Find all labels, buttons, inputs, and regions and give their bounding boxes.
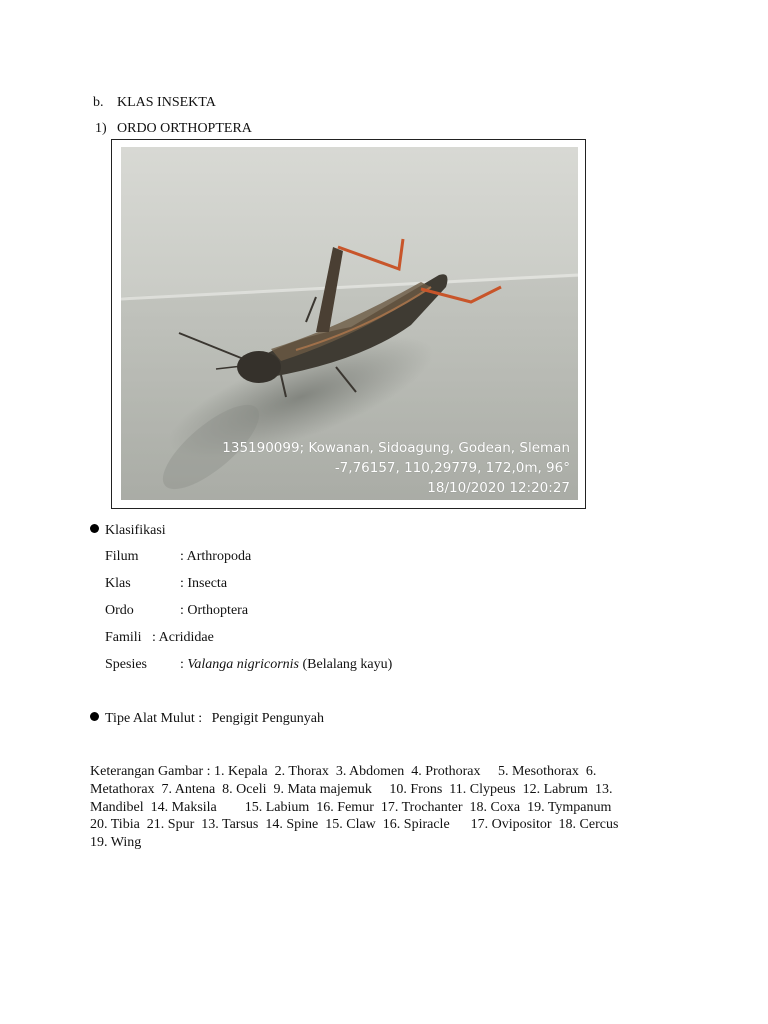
keterangan-line-4: 20. Tibia 21. Spur 13. Tarsus 14. Spine 15. Claw 16. Spiracle 17. Ovipositor 18. Cercus bbox=[90, 817, 619, 833]
spesies-value bbox=[180, 657, 392, 673]
grasshopper-photo-frame bbox=[111, 139, 586, 509]
heading-1-marker: 1) bbox=[95, 121, 107, 136]
bullet-icon bbox=[90, 712, 99, 721]
mulut-line bbox=[90, 711, 324, 727]
filum-value: : Arthropoda bbox=[180, 549, 252, 564]
klas-value: : Insecta bbox=[180, 576, 228, 591]
photo-stamp-location: 135190099; Kowanan, Sidoagung, Godean, Sleman bbox=[222, 440, 570, 456]
heading-1-text: ORDO ORTHOPTERA bbox=[117, 121, 252, 136]
heading-1 bbox=[95, 121, 252, 137]
spesies-prefix: : bbox=[180, 657, 188, 672]
keterangan-gambar bbox=[90, 763, 665, 852]
filum-label: Filum bbox=[105, 549, 139, 564]
heading-b-text: KLAS INSEKTA bbox=[117, 95, 216, 110]
ordo-label: Ordo bbox=[105, 603, 134, 618]
klasifikasi-heading bbox=[90, 523, 166, 539]
heading-b bbox=[93, 95, 216, 111]
keterangan-line-5: 19. Wing bbox=[90, 835, 142, 851]
bullet-icon bbox=[90, 524, 99, 533]
mulut-label: Tipe Alat Mulut : bbox=[105, 711, 203, 726]
keterangan-line-3: Mandibel 14. Maksila 15. Labium 16. Femur 17. Trochanter 18. Coxa 19. Tympanum bbox=[90, 799, 612, 815]
photo-stamp-datetime: 18/10/2020 12:20:27 bbox=[427, 480, 570, 496]
famili-label: Famili bbox=[105, 630, 142, 645]
keterangan-line-2: Metathorax 7. Antena 8. Oceli 9. Mata majemuk 10. Frons 11. Clypeus 12. Labrum 13. bbox=[90, 781, 613, 797]
keterangan-line-1: Keterangan Gambar : 1. Kepala 2. Thorax 3. Abdomen 4. Prothorax 5. Mesothorax 6. bbox=[90, 764, 597, 779]
spesies-scientific-name: Valanga nigricornis bbox=[187, 657, 300, 672]
ordo-value: : Orthoptera bbox=[180, 603, 249, 618]
famili-value: : Acrididae bbox=[152, 630, 214, 645]
spesies-common-name: (Belalang kayu) bbox=[299, 657, 393, 672]
photo-stamp-coordinates: -7,76157, 110,29779, 172,0m, 96° bbox=[334, 460, 570, 476]
heading-b-marker: b. bbox=[93, 95, 104, 110]
klasifikasi-title: Klasifikasi bbox=[105, 523, 166, 538]
grasshopper-photo bbox=[121, 147, 578, 500]
spesies-label: Spesies bbox=[105, 657, 147, 672]
klas-label: Klas bbox=[105, 576, 131, 591]
mulut-value: Pengigit Pengunyah bbox=[211, 711, 325, 726]
